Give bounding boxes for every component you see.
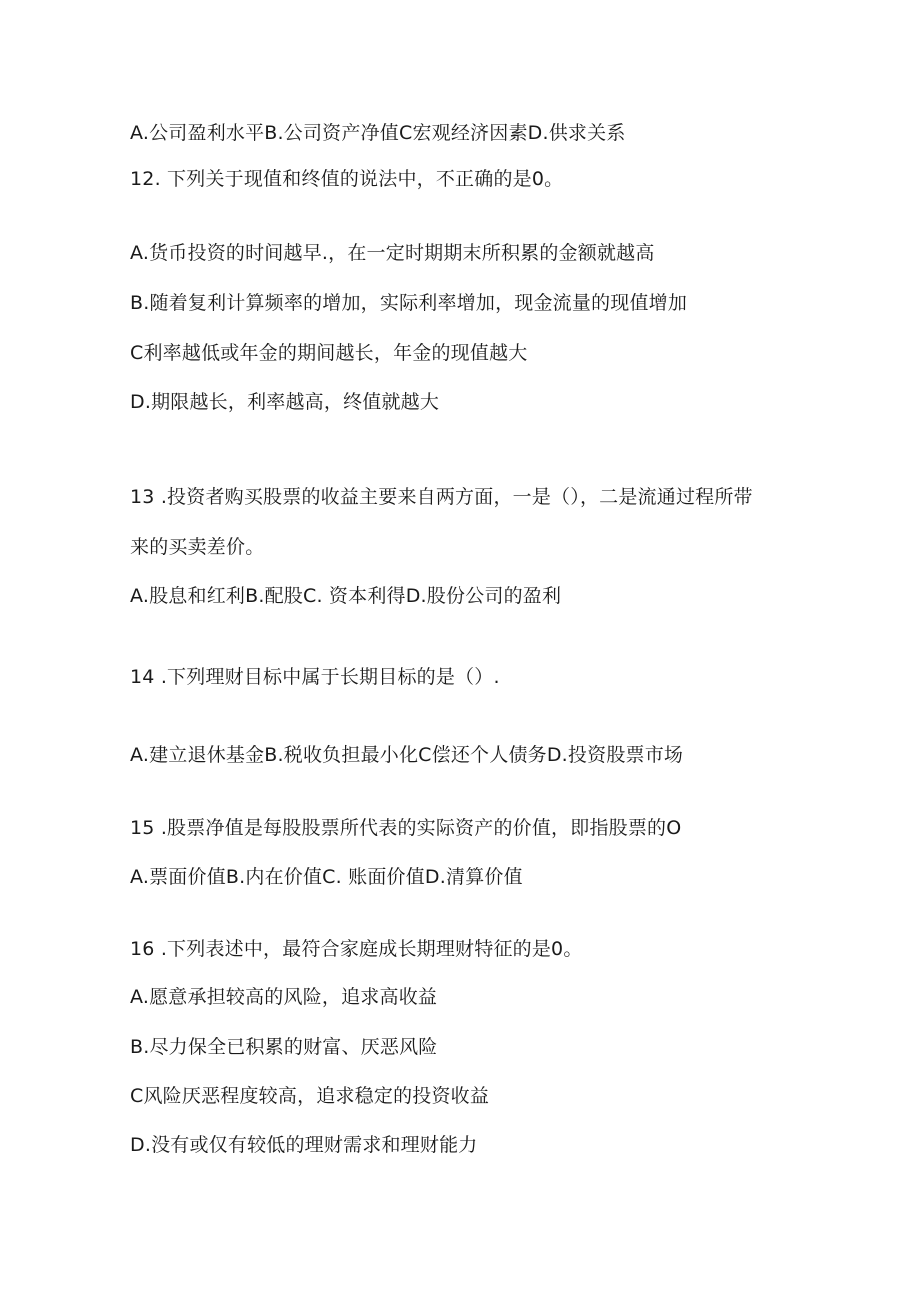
q16-stem: 16 .下列表述中，最符合家庭成长期理财特征的是0。 [130,938,583,960]
q16-option-c: C风险厌恶程度较高，追求稳定的投资收益 [130,1085,490,1107]
q13-stem-line-1: 13 .投资者购买股票的收益主要来自两方面，一是（），二是流通过程所带 [130,486,753,508]
q11-options: A.公司盈利水平B.公司资产净值C宏观经济因素D.供求关系 [130,122,626,144]
q12-option-c: C利率越低或年金的期间越长，年金的现值越大 [130,342,528,364]
q12-stem: 12. 下列关于现值和终值的说法中，不正确的是0。 [130,168,564,190]
q12-option-d: D.期限越长，利率越高，终值就越大 [130,391,440,413]
q13-options: A.股息和红利B.配股C. 资本利得D.股份公司的盈利 [130,585,562,607]
q12-option-b: B.随着复利计算频率的增加，实际利率增加，现金流量的现值增加 [130,292,688,314]
q13-stem-line-2: 来的买卖差价。 [130,536,265,558]
q15-stem: 15 .股票净值是每股股票所代表的实际资产的价值，即指股票的O [130,817,682,839]
q16-option-b: B.尽力保全已积累的财富、厌恶风险 [130,1036,438,1058]
q12-option-a: A.货币投资的时间越早.，在一定时期期末所积累的金额就越高 [130,242,655,264]
q16-option-a: A.愿意承担较高的风险，追求高收益 [130,986,438,1008]
q14-stem: 14 .下列理财目标中属于长期目标的是（）. [130,666,500,688]
q14-options: A.建立退休基金B.税收负担最小化C偿还个人债务D.投资股票市场 [130,744,684,766]
q16-option-d: D.没有或仅有较低的理财需求和理财能力 [130,1134,478,1156]
q15-options: A.票面价值B.内在价值C. 账面价值D.清算价值 [130,866,523,888]
